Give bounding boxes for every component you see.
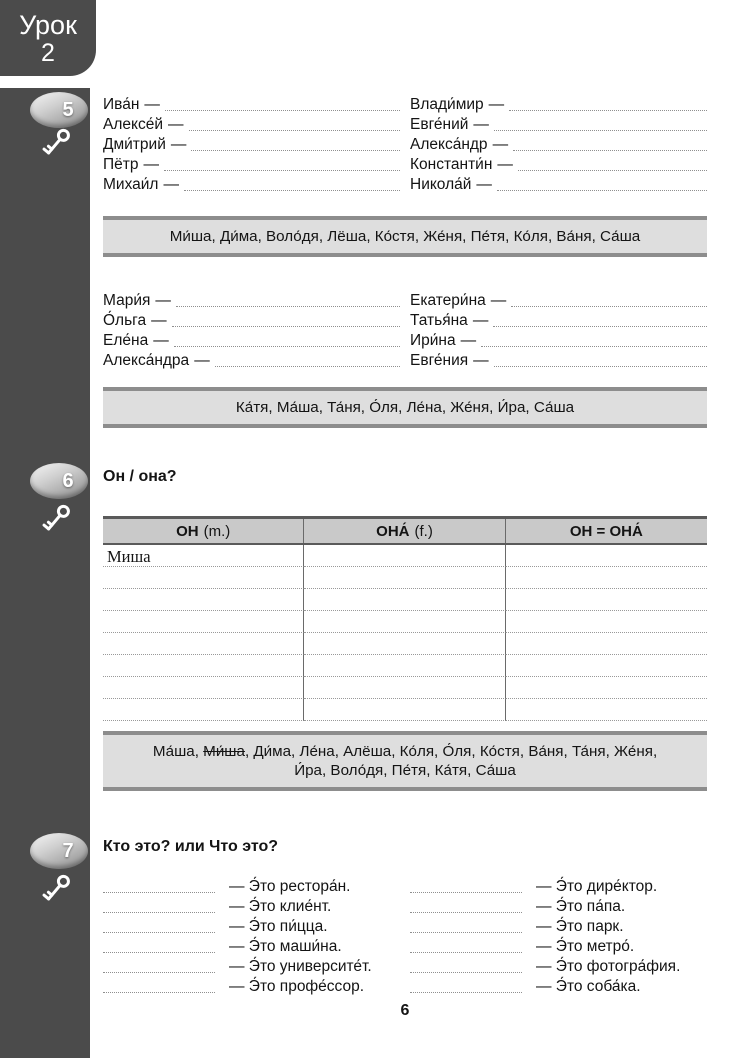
empty-cell bbox=[506, 655, 707, 677]
fill-in-blank bbox=[410, 891, 522, 893]
answer-text: — Э́то парк. bbox=[536, 918, 624, 935]
empty-cell bbox=[506, 611, 707, 633]
table-row bbox=[103, 545, 707, 567]
exercise-7-badge bbox=[30, 833, 88, 869]
name-row bbox=[410, 94, 707, 114]
table-row bbox=[103, 699, 707, 721]
name-row bbox=[410, 310, 707, 330]
exercise-6-table bbox=[103, 516, 707, 721]
empty-cell bbox=[506, 633, 707, 655]
fill-in-blank bbox=[103, 911, 215, 913]
qa-row bbox=[103, 896, 400, 916]
example-answer-cell: Миша bbox=[103, 545, 304, 567]
full-name: Еле́на bbox=[103, 332, 149, 349]
fill-in-blank bbox=[497, 189, 707, 191]
fill-in-blank bbox=[103, 991, 215, 993]
table-row bbox=[103, 567, 707, 589]
dash: — bbox=[151, 312, 167, 329]
header-main: ОН = ОНА́ bbox=[569, 522, 643, 540]
empty-cell bbox=[103, 633, 304, 655]
header-ona-feminine bbox=[304, 519, 505, 543]
sidebar-band bbox=[0, 88, 90, 1058]
empty-cell bbox=[304, 545, 505, 567]
answer-text: — Э́то фотогра́фия. bbox=[536, 958, 681, 975]
fill-in-blank bbox=[172, 325, 400, 327]
qa-row bbox=[103, 936, 400, 956]
full-name: Михаи́л bbox=[103, 176, 159, 193]
dash: — bbox=[473, 116, 489, 133]
word-bank-female-nicknames bbox=[103, 387, 707, 428]
name-row bbox=[410, 330, 707, 350]
empty-cell bbox=[304, 589, 505, 611]
dash: — bbox=[460, 332, 477, 349]
answer-text: — Э́то клие́нт. bbox=[229, 898, 332, 915]
qa-row bbox=[410, 956, 707, 976]
dash: — bbox=[170, 136, 187, 153]
dash: — bbox=[488, 96, 505, 113]
header-main: ОНА́ bbox=[376, 522, 410, 540]
lesson-number: 2 bbox=[41, 38, 55, 67]
name-row bbox=[103, 290, 400, 310]
fill-in-blank bbox=[184, 189, 400, 191]
answer-text: — Э́то маши́на. bbox=[229, 938, 342, 955]
word-bank-text: Ка́тя, Ма́ша, Та́ня, О́ля, Ле́на, Же́ня, И́ра, Са́ша bbox=[235, 399, 575, 416]
full-name: О́льга bbox=[103, 312, 147, 329]
word-bank-text: Ма́ша, bbox=[152, 743, 204, 760]
answer-text: — Э́то метро́. bbox=[536, 938, 635, 955]
female-names-right-column bbox=[410, 290, 707, 370]
word-bank-text: Ми́ша, Ди́ма, Воло́дя, Лёша, Ко́стя, Же́ня, Пе́тя, Ко́ля, Ва́ня, Са́ша bbox=[169, 228, 641, 245]
empty-cell bbox=[103, 655, 304, 677]
exercise-5-male-names bbox=[103, 94, 707, 194]
lesson-tab bbox=[0, 0, 96, 76]
dash: — bbox=[155, 292, 171, 309]
answer-text: — Э́то профе́ссор. bbox=[229, 978, 365, 995]
empty-cell bbox=[506, 545, 707, 567]
lesson-title: Урок bbox=[19, 9, 77, 40]
table-row bbox=[103, 611, 707, 633]
name-row bbox=[410, 114, 707, 134]
struck-word: Ми́ша bbox=[203, 743, 245, 760]
dash: — bbox=[168, 116, 184, 133]
empty-cell bbox=[506, 677, 707, 699]
exercise-5-female-names bbox=[103, 290, 707, 370]
dash: — bbox=[497, 156, 513, 173]
word-bank-text: , Ди́ма, Ле́на, Алёша, Ко́ля, О́ля, Ко́стя, Ва́ня, Та́ня, Же́ня, bbox=[244, 743, 658, 760]
full-name: Татья́на bbox=[410, 312, 468, 329]
dash: — bbox=[194, 352, 210, 369]
table-header-row bbox=[103, 519, 707, 545]
name-row bbox=[410, 290, 707, 310]
fill-in-blank bbox=[165, 109, 400, 111]
qa-row bbox=[410, 976, 707, 996]
empty-cell bbox=[304, 633, 505, 655]
header-on-equals-ona bbox=[506, 519, 707, 543]
qa-row bbox=[103, 916, 400, 936]
key-icon bbox=[40, 124, 74, 166]
exercise-5-number: 5 bbox=[62, 98, 74, 121]
full-name: Мари́я bbox=[103, 292, 151, 309]
name-row bbox=[410, 134, 707, 154]
qa-row bbox=[410, 936, 707, 956]
fill-in-blank bbox=[511, 305, 707, 307]
fill-in-blank bbox=[509, 109, 707, 111]
fill-in-blank bbox=[518, 169, 707, 171]
fill-in-blank bbox=[176, 305, 400, 307]
name-row bbox=[103, 114, 400, 134]
empty-cell bbox=[506, 567, 707, 589]
answer-text: — Э́то рестора́н. bbox=[229, 878, 351, 895]
fill-in-blank bbox=[215, 365, 400, 367]
dash: — bbox=[472, 312, 489, 329]
exercise-7-items bbox=[103, 876, 707, 996]
full-name: Екатери́на bbox=[410, 292, 486, 309]
full-name: Алекса́ндр bbox=[410, 136, 488, 153]
qa-row bbox=[410, 916, 707, 936]
full-name: Ива́н bbox=[103, 96, 140, 113]
empty-cell bbox=[103, 677, 304, 699]
dash: — bbox=[144, 96, 160, 113]
answer-text: — Э́то университе́т. bbox=[229, 958, 372, 975]
table-row bbox=[103, 677, 707, 699]
empty-cell bbox=[506, 589, 707, 611]
qa-row bbox=[103, 876, 400, 896]
key-icon bbox=[40, 500, 74, 542]
fill-in-blank bbox=[410, 931, 522, 933]
empty-cell bbox=[103, 699, 304, 721]
name-row bbox=[103, 174, 400, 194]
word-bank-line-1 bbox=[113, 742, 697, 761]
full-name: Влади́мир bbox=[410, 96, 484, 113]
qa-row bbox=[103, 976, 400, 996]
key-icon bbox=[40, 870, 74, 912]
full-name: Дми́трий bbox=[103, 136, 166, 153]
empty-cell bbox=[506, 699, 707, 721]
empty-cell bbox=[304, 699, 505, 721]
exercise-6-title: Он / она? bbox=[103, 468, 177, 485]
page-number: 6 bbox=[400, 1002, 410, 1019]
empty-cell bbox=[304, 567, 505, 589]
empty-cell bbox=[103, 611, 304, 633]
empty-cell bbox=[304, 655, 505, 677]
table-row bbox=[103, 655, 707, 677]
name-row bbox=[103, 310, 400, 330]
fill-in-blank bbox=[410, 991, 522, 993]
name-row bbox=[410, 154, 707, 174]
word-bank-exercise-6 bbox=[103, 731, 707, 791]
fill-in-blank bbox=[481, 345, 707, 347]
answer-text: — Э́то соба́ка. bbox=[536, 978, 641, 995]
header-note: (f.) bbox=[414, 522, 433, 540]
name-row bbox=[103, 94, 400, 114]
answer-text: — Э́то дире́ктор. bbox=[536, 878, 658, 895]
word-bank-male-nicknames bbox=[103, 216, 707, 257]
header-main: ОН bbox=[176, 522, 199, 540]
fill-in-blank bbox=[174, 345, 400, 347]
fill-in-blank bbox=[103, 891, 215, 893]
fill-in-blank bbox=[410, 951, 522, 953]
header-on-masculine bbox=[103, 519, 304, 543]
dash: — bbox=[153, 332, 169, 349]
dash: — bbox=[163, 176, 179, 193]
female-names-left-column bbox=[103, 290, 400, 370]
fill-in-blank bbox=[189, 129, 401, 131]
full-name: Евге́ний bbox=[410, 116, 469, 133]
full-name: Пётр bbox=[103, 156, 139, 173]
dash: — bbox=[143, 156, 159, 173]
name-row bbox=[410, 174, 707, 194]
exercise-7-left-column bbox=[103, 876, 400, 996]
exercise-6-badge bbox=[30, 463, 88, 499]
name-row bbox=[103, 154, 400, 174]
full-name: Константи́н bbox=[410, 156, 493, 173]
empty-cell bbox=[103, 589, 304, 611]
qa-row bbox=[410, 896, 707, 916]
name-row bbox=[103, 330, 400, 350]
male-names-left-column bbox=[103, 94, 400, 194]
dash: — bbox=[492, 136, 509, 153]
dash: — bbox=[490, 292, 507, 309]
name-row bbox=[103, 350, 400, 370]
qa-row bbox=[410, 876, 707, 896]
answer-text: — Э́то па́па. bbox=[536, 898, 626, 915]
exercise-5-badge bbox=[30, 92, 88, 128]
full-name: Алекса́ндра bbox=[103, 352, 190, 369]
empty-cell bbox=[304, 611, 505, 633]
dash: — bbox=[473, 352, 489, 369]
full-name: Ири́на bbox=[410, 332, 456, 349]
dash: — bbox=[476, 176, 492, 193]
fill-in-blank bbox=[494, 129, 707, 131]
fill-in-blank bbox=[164, 169, 400, 171]
qa-row bbox=[103, 956, 400, 976]
full-name: Никола́й bbox=[410, 176, 472, 193]
exercise-7-right-column bbox=[410, 876, 707, 996]
fill-in-blank bbox=[493, 325, 707, 327]
fill-in-blank bbox=[103, 971, 215, 973]
full-name: Алексе́й bbox=[103, 116, 163, 133]
answer-text: — Э́то пи́цца. bbox=[229, 918, 328, 935]
fill-in-blank bbox=[410, 911, 522, 913]
male-names-right-column bbox=[410, 94, 707, 194]
word-bank-line-2: И́ра, Воло́дя, Пе́тя, Ка́тя, Са́ша bbox=[294, 762, 516, 779]
exercise-7-number: 7 bbox=[62, 839, 74, 862]
fill-in-blank bbox=[513, 149, 707, 151]
fill-in-blank bbox=[494, 365, 707, 367]
fill-in-blank bbox=[410, 971, 522, 973]
exercise-6-number: 6 bbox=[62, 469, 74, 492]
fill-in-blank bbox=[191, 149, 400, 151]
exercise-7-title: Кто это? или Что это? bbox=[103, 838, 279, 855]
table-row bbox=[103, 589, 707, 611]
full-name: Евге́ния bbox=[410, 352, 469, 369]
table-row bbox=[103, 633, 707, 655]
name-row bbox=[103, 134, 400, 154]
header-note: (m.) bbox=[203, 522, 231, 540]
empty-cell bbox=[304, 677, 505, 699]
empty-cell bbox=[103, 567, 304, 589]
fill-in-blank bbox=[103, 951, 215, 953]
name-row bbox=[410, 350, 707, 370]
fill-in-blank bbox=[103, 931, 215, 933]
